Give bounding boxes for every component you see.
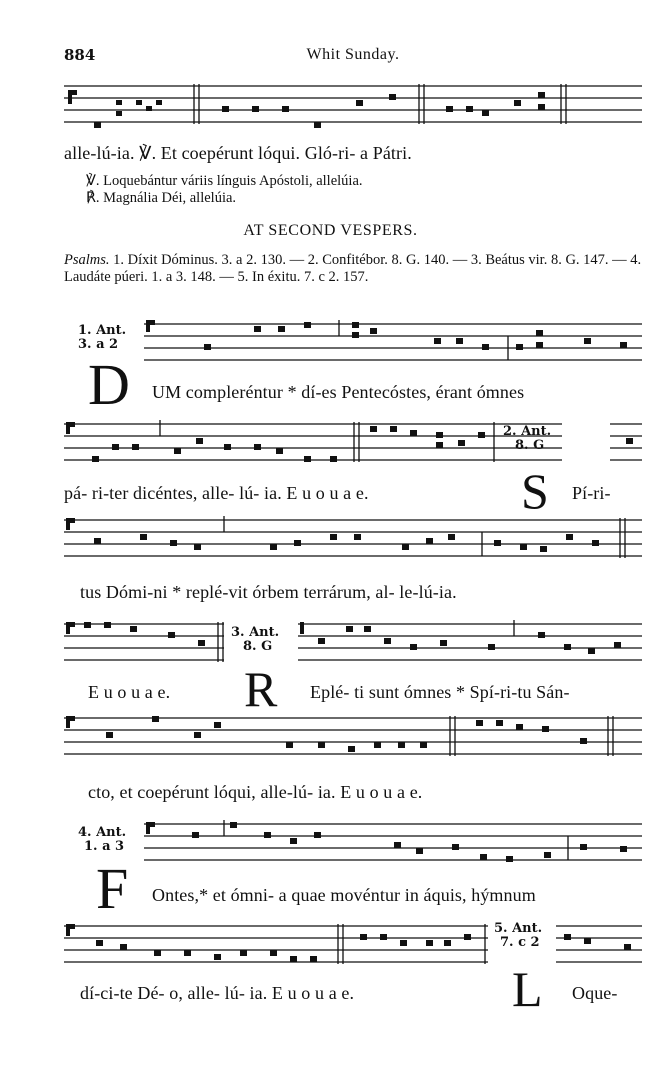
- antiphon-label: [231, 626, 279, 654]
- lyric-line: pá- ri-ter dicéntes, alle- lú- ia. E u o u a e.: [64, 483, 369, 503]
- antiphon-mode: 1. a 3: [84, 839, 125, 854]
- lyric-line: Eplé- ti sunt ómnes * Spí-ri-tu Sán-: [310, 682, 570, 702]
- neume-staff: [64, 618, 642, 670]
- lyric-line: E u o u a e.: [88, 682, 171, 702]
- neume-staff: [64, 920, 642, 972]
- neume-staff: [64, 80, 642, 140]
- music-staff: [144, 318, 642, 388]
- versicle: ℣. Loquebántur váriis línguis Apóstoli, allelúia.: [86, 173, 363, 189]
- psalms-list: [64, 252, 644, 286]
- neume-staff: [144, 318, 642, 370]
- music-staff: [64, 80, 642, 150]
- page-number: 884: [64, 46, 96, 64]
- lyric-line-end: Pí-ri-: [572, 483, 611, 503]
- drop-initial: L: [512, 961, 543, 1017]
- lyric-line-end: Oque-: [572, 983, 618, 1003]
- antiphon-mode: 8. G: [515, 438, 545, 453]
- antiphon-label: [494, 922, 542, 950]
- lyric-line: dí-ci-te Dé- o, alle- lú- ia. E u o u a e.: [80, 983, 355, 1003]
- neume-staff: [64, 712, 642, 764]
- page-header: [64, 46, 642, 70]
- antiphon-number: 1. Ant.: [78, 323, 127, 338]
- antiphon-label: [503, 425, 551, 453]
- lyric-line: Ontes,* et ómni- a quae movéntur in áquis, hýmnum: [152, 885, 536, 905]
- lyric-line: tus Dómi-ni * replé-vit órbem terrárum, al- le-lú-ia.: [80, 582, 457, 602]
- antiphon-number: 3. Ant.: [231, 625, 280, 640]
- music-staff: [64, 618, 642, 688]
- neume-staff: [64, 514, 642, 566]
- psalms-label: Psalms.: [64, 252, 110, 268]
- drop-initial: S: [521, 463, 549, 519]
- psalms-text: 1. Díxit Dóminus. 3. a 2. 130. — 2. Confitébor. 8. G. 140. — 3. Beátus vir. 8. G. 147. — 4. Laudáte púeri. 1. a 3. 148. — 5. In éxitu. 7. c 2. 157.: [64, 252, 642, 285]
- antiphon-mode: 8. G: [243, 639, 273, 654]
- antiphon-mode: 7. c 2: [500, 935, 540, 950]
- lyric-line: alle-lú-ia. ℣. Et coepérunt lóqui. Gló-ri- a Pátri.: [64, 143, 412, 163]
- music-staff: [64, 712, 642, 782]
- antiphon-number: 5. Ant.: [494, 921, 543, 936]
- antiphon-label: [78, 826, 126, 854]
- drop-initial: D: [88, 352, 130, 417]
- running-title: Whit Sunday.: [306, 46, 400, 63]
- lyric-line: UM compleréntur * dí-es Pentecóstes, érant ómnes: [152, 382, 525, 402]
- lyric-line: cto, et coepérunt lóqui, alle-lú- ia. E u o u a e.: [88, 782, 423, 802]
- antiphon-label: [78, 324, 126, 352]
- music-staff: [144, 818, 642, 888]
- response: ℟. Magnália Déi, allelúia.: [86, 190, 237, 206]
- music-staff: [64, 920, 642, 990]
- antiphon-number: 4. Ant.: [78, 825, 127, 840]
- section-heading: AT SECOND VESPERS.: [243, 222, 418, 239]
- neume-staff: [64, 418, 642, 470]
- neume-staff: [144, 818, 642, 870]
- drop-initial: F: [96, 856, 129, 921]
- drop-initial: R: [244, 661, 278, 717]
- music-staff: [64, 514, 642, 584]
- antiphon-number: 2. Ant.: [503, 424, 552, 439]
- music-staff: [64, 418, 642, 488]
- antiphon-mode: 3. a 2: [78, 337, 119, 352]
